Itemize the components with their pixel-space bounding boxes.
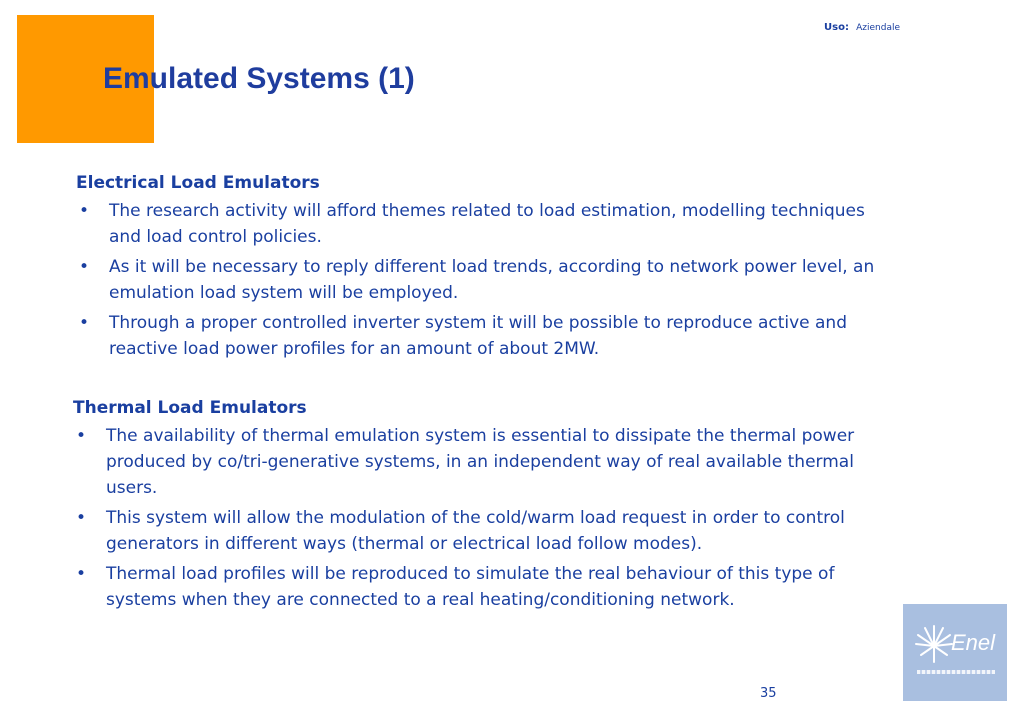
bullet-item bbox=[76, 310, 896, 362]
bullet-marker: • bbox=[79, 201, 90, 221]
bullet-item bbox=[76, 254, 896, 306]
classification-key: Uso: bbox=[824, 22, 849, 33]
logo-tagline-strip bbox=[917, 670, 995, 674]
bullet-marker: • bbox=[79, 313, 90, 333]
bullet-marker: • bbox=[79, 257, 90, 277]
section-electrical-load-emulators bbox=[76, 172, 896, 362]
section-heading: Electrical Load Emulators bbox=[76, 173, 320, 193]
bullet-text: This system will allow the modulation of the cold/warm load request in order to control generators in different ways (thermal or electrical load follow modes). bbox=[106, 508, 845, 554]
bullet-list bbox=[73, 423, 903, 613]
page-title: Emulated Systems (1) bbox=[103, 62, 415, 95]
bullet-text: Thermal load profiles will be reproduced to simulate the real behaviour of this type of systems when they are connected to a real heating/conditioning network. bbox=[106, 564, 835, 610]
bullet-marker: • bbox=[76, 426, 87, 446]
classification-value: Aziendale bbox=[856, 23, 901, 33]
bullet-marker: • bbox=[76, 508, 87, 528]
enel-flower-icon bbox=[913, 622, 955, 664]
bullet-text: The research activity will afford themes related to load estimation, modelling techniques and load control policies. bbox=[109, 201, 865, 247]
enel-logo-text: Enel bbox=[951, 630, 996, 655]
enel-logo bbox=[903, 604, 1007, 701]
bullet-text: Through a proper controlled inverter system it will be possible to reproduce active and reactive load power profiles for an amount of about 2MW. bbox=[109, 313, 847, 359]
bullet-marker: • bbox=[76, 564, 87, 584]
bullet-item bbox=[73, 505, 903, 557]
bullet-text: The availability of thermal emulation system is essential to dissipate the thermal power produced by co/tri-generative systems, in an independent way of real available thermal users. bbox=[106, 426, 855, 498]
bullet-item bbox=[73, 561, 903, 613]
page-number: 35 bbox=[760, 686, 777, 701]
bullet-item bbox=[76, 198, 896, 250]
bullet-text: As it will be necessary to reply different load trends, according to network power level, an emulation load system will be employed. bbox=[109, 257, 875, 303]
classification-label bbox=[824, 22, 900, 33]
bullet-list bbox=[76, 198, 896, 362]
section-heading: Thermal Load Emulators bbox=[73, 398, 307, 418]
section-thermal-load-emulators bbox=[73, 397, 903, 613]
bullet-item bbox=[73, 423, 903, 501]
